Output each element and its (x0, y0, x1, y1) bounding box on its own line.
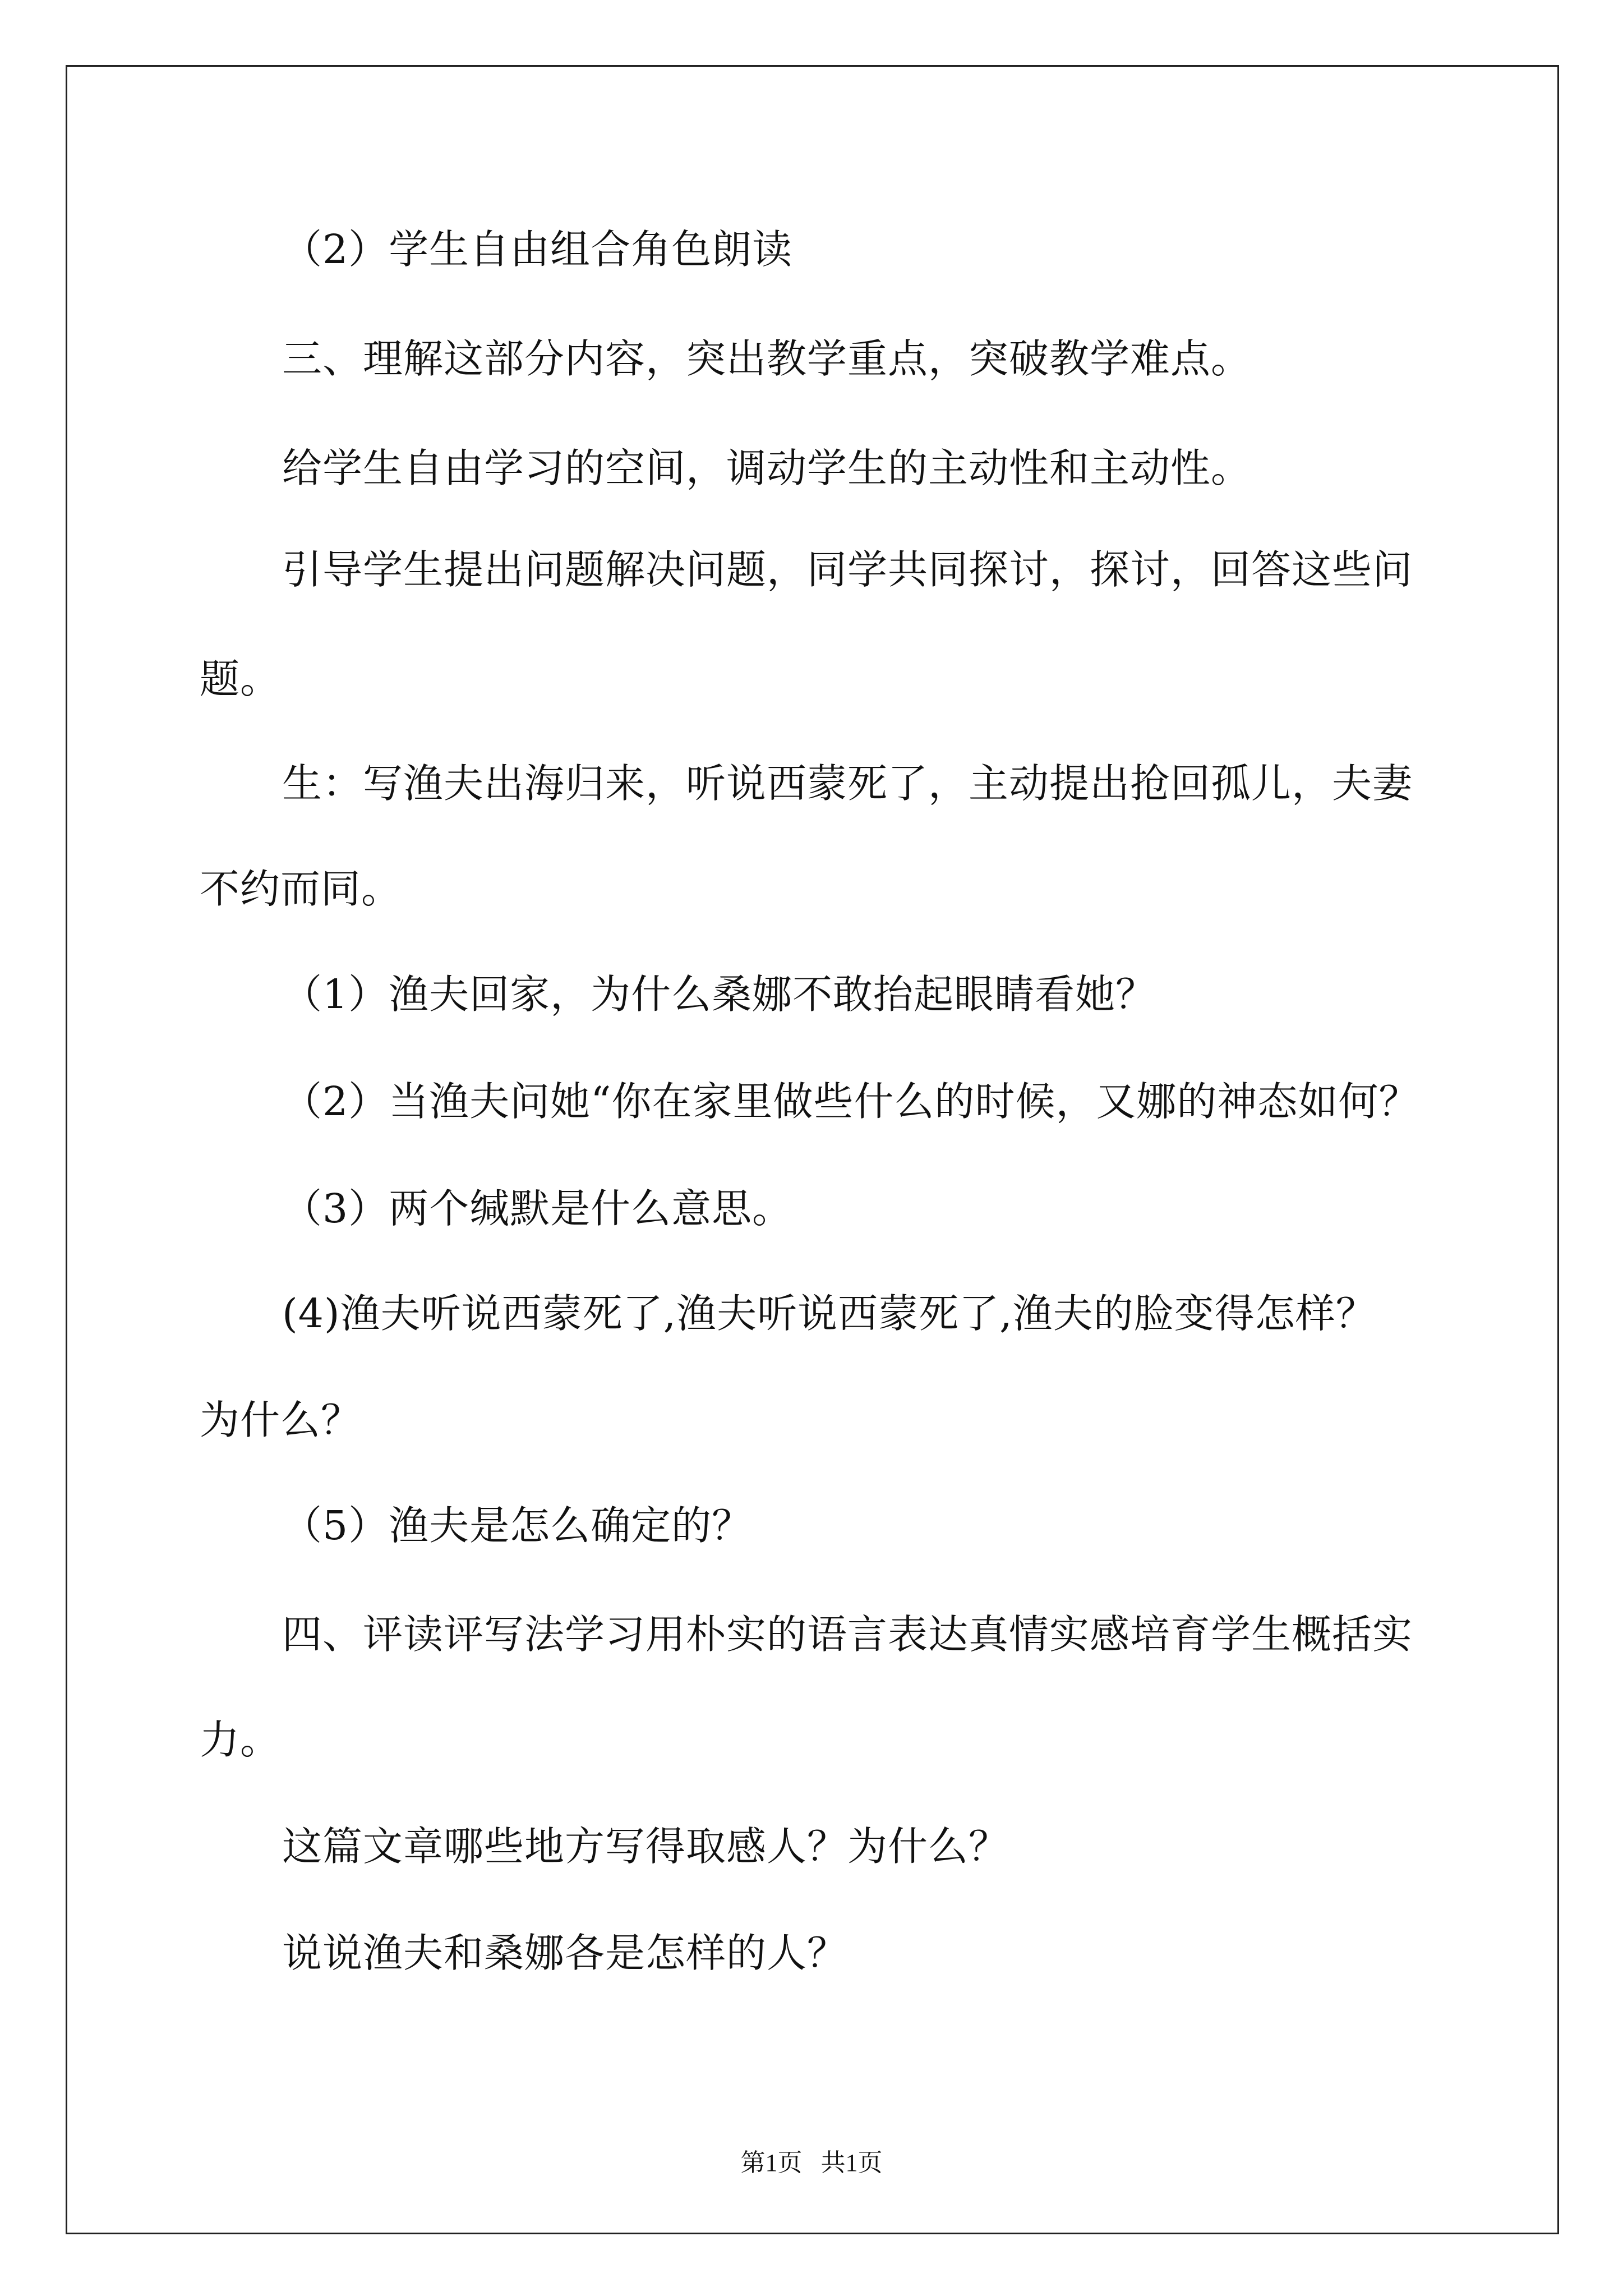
paragraph-line: 说说渔夫和桑娜各是怎样的人？ (282, 1930, 848, 1976)
paragraph-line: 力。 (200, 1717, 281, 1763)
paragraph-line: 不约而同。 (200, 866, 402, 912)
paragraph-line: （5）渔夫是怎么确定的？ (282, 1502, 753, 1549)
page-total: 共1页 (820, 2149, 883, 2177)
paragraph-line: （2）当渔夫问她“你在家里做些什么的时候，又娜的神态如何？ (282, 1078, 1419, 1125)
paragraph-line: 这篇文章哪些地方写得取感人？为什么？ (282, 1823, 1009, 1870)
paragraph-line: （3）两个缄默是什么意思。 (282, 1185, 793, 1232)
paragraph-line: 给学生自由学习的空间，调动学生的主动性和主动性。 (282, 445, 1252, 491)
page-footer (0, 2147, 1623, 2179)
paragraph-line: 引导学生提出问题解决问题，同学共同探讨，探讨，回答这些问 (282, 546, 1413, 593)
paragraph-line: (4)渔夫听说西蒙死了,渔夫听说西蒙死了,渔夫的脸变得怎样？ (282, 1290, 1376, 1337)
paragraph-line: 三、理解这部分内容，突出教学重点，突破教学难点。 (282, 335, 1252, 382)
paragraph-line: 生：写渔夫出海归来，听说西蒙死了，主动提出抢回孤儿，夫妻 (282, 760, 1413, 807)
paragraph-line: 题。 (200, 656, 281, 702)
page-number: 第1页 (740, 2149, 803, 2177)
paragraph-line: （1）渔夫回家，为什么桑娜不敢抬起眼睛看她？ (282, 971, 1156, 1018)
paragraph-line: 四、评读评写法学习用朴实的语言表达真情实感培育学生概括实 (282, 1611, 1413, 1658)
paragraph-line: 为什么？ (200, 1397, 362, 1443)
paragraph-line: （2）学生自由组合角色朗读 (282, 226, 793, 273)
page-border (66, 65, 1559, 2234)
